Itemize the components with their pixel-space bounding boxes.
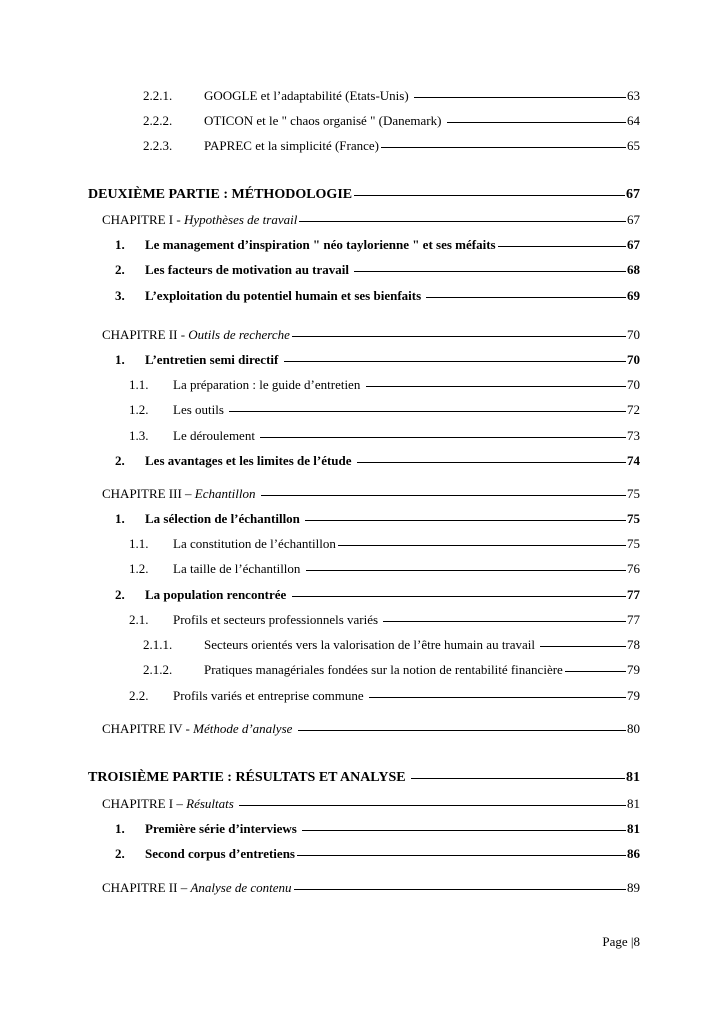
toc-entry-title: La préparation : le guide d’entretien [173,377,364,392]
toc-entry[interactable] [129,612,640,628]
toc-entry[interactable] [115,237,640,253]
toc-entry-title: Les facteurs de motivation au travail [145,262,353,277]
toc-entry-leader [447,122,626,123]
toc-entry-leader [357,462,626,463]
toc-entry-number: 1.3. [129,428,149,443]
toc-entry[interactable] [102,212,640,228]
toc-entry-title: Profils et secteurs professionnels variés [173,612,382,627]
toc-entry-leader [381,147,626,148]
toc-entry-title: Méthode d’analyse [193,721,296,736]
toc-entry-number: 2. [115,587,125,602]
toc-entry-chapter: CHAPITRE IV - [102,721,194,736]
toc-entry-leader [426,297,626,298]
toc-entry-number: 2.1. [129,612,149,627]
toc-entry-title: La constitution de l’échantillon [173,536,336,551]
toc-entry[interactable] [143,637,640,653]
toc-entry-title: Second corpus d’entretiens [145,846,295,861]
toc-entry[interactable] [102,327,640,343]
toc-entry-title: La population rencontrée [145,587,290,602]
toc-entry-page: 74 [627,453,640,468]
toc-entry[interactable] [115,587,640,603]
toc-entry-leader [292,596,626,597]
toc-entry-number: 2.1.1. [143,637,173,652]
toc-entry-leader [298,730,626,731]
toc-entry[interactable] [129,428,640,444]
toc-entry-title: TROISIÈME PARTIE : RÉSULTATS ET ANALYSE [88,770,410,785]
toc-entry-title: L’entretien semi directif [145,352,282,367]
toc-entry[interactable] [115,352,640,368]
toc-entry-leader [383,621,626,622]
toc-entry[interactable] [88,187,640,203]
toc-entry-leader [369,697,626,698]
toc-entry-number: 2.2.3. [143,138,173,153]
toc-entry[interactable] [115,262,640,278]
toc-entry-chapter: CHAPITRE I – [102,796,187,811]
toc-entry[interactable] [115,511,640,527]
toc-entry-chapter: CHAPITRE I - [102,212,184,227]
toc-entry-title: Les avantages et les limites de l’étude [145,453,355,468]
toc-entry-number: 1.1. [129,536,149,551]
toc-entry-title: La sélection de l’échantillon [145,511,304,526]
toc-entry-title: Echantillon [194,486,259,501]
toc-entry-leader [338,545,626,546]
toc-entry-number: 2. [115,846,125,861]
toc-entry-page: 63 [627,88,640,103]
toc-entry[interactable] [102,880,640,896]
toc-entry-leader [297,855,626,856]
toc-entry-leader [414,97,626,98]
toc-entry-leader [565,671,626,672]
toc-entry-number: 1. [115,237,125,252]
toc-entry-number: 2. [115,262,125,277]
toc-entry-page: 70 [627,327,640,342]
toc-entry-page: 81 [627,796,640,811]
toc-entry[interactable] [129,402,640,418]
toc-entry[interactable] [115,288,640,304]
toc-entry-chapter: CHAPITRE II – [102,880,191,895]
toc-entry-title: Le management d’inspiration " néo taylorienne " et ses méfaits [145,237,496,252]
toc-entry-number: 1. [115,352,125,367]
toc-entry-number: 1.1. [129,377,149,392]
toc-entry-title: Pratiques managériales fondées sur la notion de rentabilité financière [204,662,563,677]
toc-entry-title: Profils variés et entreprise commune [173,688,367,703]
toc-entry-leader [260,437,626,438]
page-footer [0,934,640,950]
toc-entry-title: L’exploitation du potentiel humain et ses bienfaits [145,288,425,303]
toc-entry-page: 76 [627,561,640,576]
toc-entry-title: Résultats [186,796,238,811]
toc-entry-number: 2. [115,453,125,468]
toc-entry-page: 70 [627,377,640,392]
toc-entry-page: 81 [627,821,640,836]
toc-entry[interactable] [115,453,640,469]
toc-entry-number: 2.2.2. [143,113,173,128]
toc-entry-page: 77 [627,612,640,627]
toc-entry-leader [366,386,626,387]
toc-entry-title: GOOGLE et l’adaptabilité (Etats-Unis) [204,88,412,103]
toc-entry-title: Les outils [173,402,228,417]
toc-entry-page: 64 [627,113,640,128]
toc-entry-leader [498,246,626,247]
toc-entry-leader [411,778,625,779]
toc-entry[interactable] [115,821,640,837]
page-label: Page [602,934,628,949]
toc-entry-page: 78 [627,637,640,652]
toc-entry[interactable] [143,138,640,154]
toc-entry-title: DEUXIÈME PARTIE : MÉTHODOLOGIE [88,187,353,202]
toc-entry[interactable] [102,486,640,502]
toc-entry-page: 81 [626,770,640,785]
toc-entry-title: La taille de l’échantillon [173,561,304,576]
toc-entry-page: 80 [627,721,640,736]
toc-entry-leader [239,805,626,806]
toc-entry[interactable] [129,536,640,552]
toc-entry-title: Le déroulement [173,428,259,443]
toc-entry[interactable] [88,770,640,786]
toc-entry-page: 75 [627,511,640,526]
toc-entry-page: 65 [627,138,640,153]
toc-entry-leader [305,520,626,521]
toc-entry-leader [261,495,626,496]
toc-entry-leader [229,411,626,412]
toc-entry-title: Secteurs orientés vers la valorisation de l’être humain au travail [204,637,539,652]
toc-entry-page: 67 [627,212,640,227]
page-separator: | [630,934,634,949]
toc-entry-number: 1.2. [129,561,149,576]
toc-entry-page: 75 [627,486,640,501]
toc-entry-page: 79 [627,662,640,677]
toc-entry-chapter: CHAPITRE III – [102,486,195,501]
toc-entry-title: Hypothèses de travail [183,212,298,227]
toc-entry-page: 68 [627,262,640,277]
toc-entry-number: 2.1.2. [143,662,173,677]
toc-entry-number: 1. [115,511,125,526]
toc-entry-leader [354,271,626,272]
toc-entry-page: 73 [627,428,640,443]
toc-entry-title: PAPREC et la simplicité (France) [204,138,379,153]
toc-entry-leader [292,336,626,337]
toc-entry-number: 2.2. [129,688,149,703]
toc-entry-leader [302,830,626,831]
toc-entry-leader [306,570,626,571]
toc-entry-chapter: CHAPITRE II - [102,327,189,342]
toc-entry-page: 70 [627,352,640,367]
toc-entry-page: 77 [627,587,640,602]
toc-entry-page: 69 [627,288,640,303]
toc-entry[interactable] [129,688,640,704]
toc-entry[interactable] [143,113,640,129]
toc-entry-title: Outils de recherche [188,327,290,342]
toc-entry[interactable] [143,88,640,104]
toc-entry-number: 2.2.1. [143,88,173,103]
toc-entry[interactable] [102,721,640,737]
toc-entry-leader [284,361,626,362]
toc-entry-page: 75 [627,536,640,551]
toc-entry-page: 67 [627,237,640,252]
toc-entry-page: 67 [626,187,640,202]
toc-entry[interactable] [115,846,640,862]
toc-entry[interactable] [143,662,640,678]
toc-entry-leader [540,646,626,647]
toc-entry-page: 79 [627,688,640,703]
toc-entry-number: 1.2. [129,402,149,417]
toc-entry-title: Première série d’interviews [145,821,301,836]
toc-entry-leader [354,195,625,196]
toc-entry[interactable] [129,561,640,577]
toc-entry-number: 3. [115,288,125,303]
toc-entry-page: 89 [627,880,640,895]
toc-entry-leader [299,221,626,222]
toc-entry-number: 1. [115,821,125,836]
toc-entry[interactable] [102,796,640,812]
toc-entry-page: 72 [627,402,640,417]
toc-entry-page: 86 [627,846,640,861]
toc-entry-title: Analyse de contenu [190,880,292,895]
toc-entry[interactable] [129,377,640,393]
toc-entry-leader [294,889,626,890]
page-number: 8 [633,934,640,949]
toc-entry-title: OTICON et le " chaos organisé " (Danemark) [204,113,445,128]
